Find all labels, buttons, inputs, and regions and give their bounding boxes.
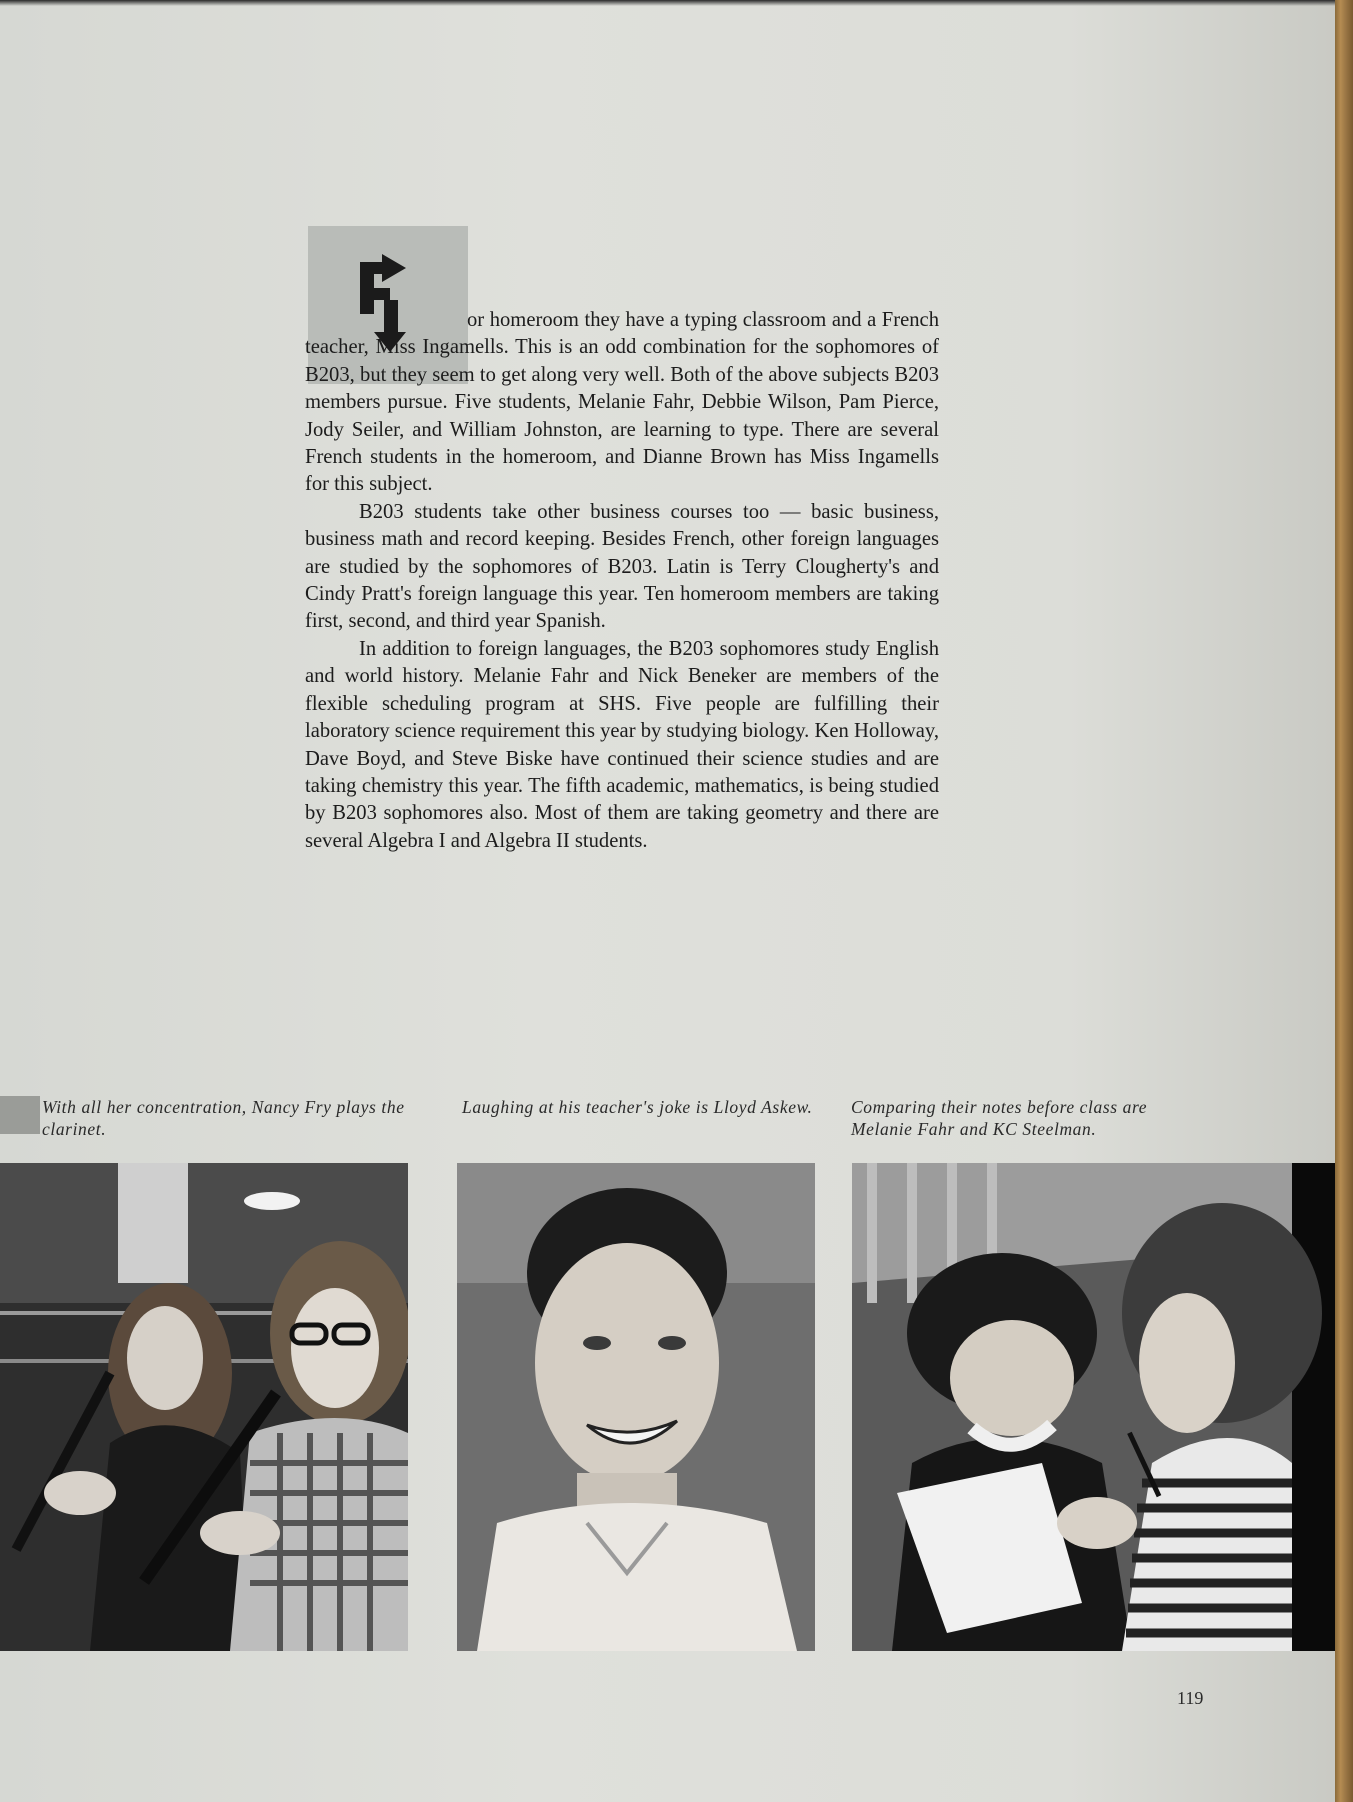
paragraph-1-text: or homeroom they have a typing classroom and a French teacher, Miss Ingamells. This is an odd combination for the sophomores of B203, but they seem to get along very well. Both of the above subjects B203 members pursue. Five students, Melanie Fahr, Debbie Wilson, Pam Pierce, Jody Seiler, and William Johnston, are learning to type. There are several French students in the homeroom, and Dianne Brown has Miss Ingamells for this subject. [305,309,939,496]
caption-clarinet: With all her concentration, Nancy Fry plays the clarinet. [42,1097,405,1139]
page-number: 119 [1177,1688,1204,1708]
paragraph-1 [305,307,939,499]
book-spine-edge [1335,0,1353,1802]
top-shadow [0,0,1335,6]
paragraph-2: B203 students take other business courses too — basic business, business math and record keeping. Besides French, other foreign languages are studied by the sophomores of B203. Latin is Terry Clougherty's and Cindy Pratt's foreign language this year. Ten homeroom members are taking first, second, and third year Spanish. [305,500,939,633]
photo-clarinet-players [0,1163,408,1651]
photo-smiling-boy [457,1163,815,1651]
paragraph-3: In addition to foreign languages, the B203 sophomores study English and world history. Melanie Fahr and Nick Beneker are members of the flexible scheduling program at SHS. Five people are fulfilling their laboratory science requirement this year by studying biology. Ken Holloway, Dave Boyd, and Steve Biske have continued their science studies and are taking chemistry this year. The fifth academic, mathematics, is being studied by B203 sophomores also. Most of them are taking geometry and there are several Algebra I and Algebra II students. [305,637,939,852]
article-body [305,307,939,855]
photo-comparing-notes [852,1163,1335,1651]
caption-comparing-notes: Comparing their notes before class are Melanie Fahr and KC Steelman. [851,1097,1148,1139]
caption-laughing: Laughing at his teacher's joke is Lloyd Askew. [462,1097,813,1117]
caption-marker [0,1096,40,1134]
